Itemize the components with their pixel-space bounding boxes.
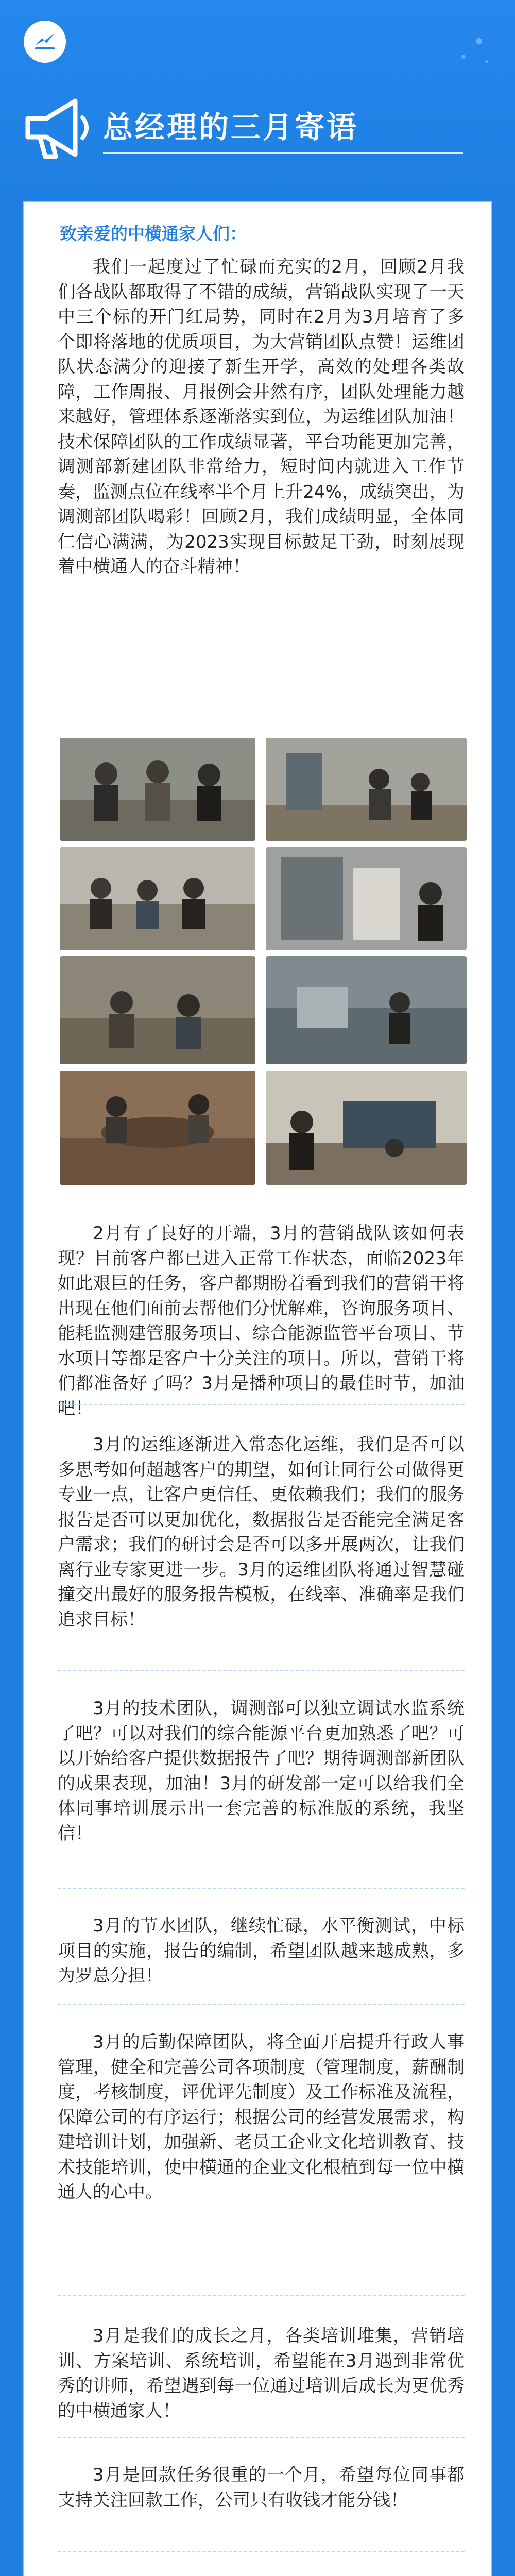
photo-team-meeting (60, 847, 255, 950)
photo-water-facility (266, 956, 467, 1064)
megaphone-icon (18, 92, 95, 164)
title-underline (103, 152, 464, 154)
section-divider (58, 2437, 465, 2438)
photo-onsite-testing (60, 956, 255, 1064)
photo-equipment-room (266, 847, 467, 950)
section-divider (58, 2295, 465, 2296)
photo-field-work (266, 738, 467, 841)
paragraph-collection: 3月是回款任务很重的一个月，希望每位同事都支持关注回款工作，公司只有收钱才能分钱！ (58, 2465, 465, 2511)
section-divider (58, 1404, 465, 1406)
page-title: 总经理的三月寄语 (103, 110, 359, 145)
paragraph-technology: 3月的技术团队，调测部可以独立调试水监系统了吧？可以对我们的综合能源平台更加熟悉了吧？可以开始给客户提供数据报告了吧？期待调测部新团队的成果表现，加油！3月的研发部一定可以给我们全体同事培训展示出一套完善的标准版的系统，我坚信！ (58, 1698, 465, 1844)
section-divider (58, 2004, 465, 2006)
photo-office-session (266, 1071, 467, 1185)
section-divider (58, 1670, 465, 1672)
section-divider (58, 2551, 465, 2553)
section-divider (58, 1888, 465, 1889)
company-logo (24, 21, 66, 63)
paragraph-february-review: 我们一起度过了忙碌而充实的2月，回顾2月我们各战队都取得了不错的成绩，营销战队实现了一天中三个标的开门红局势，同时在2月为3月培育了多个即将落地的优质项目，为大营销团队点赞！运维团队状态满分的迎接了新生开学，高效的处理各类故障，工作周报、月报例会井然有序，团队处理能力越来越好，管理体系逐渐落实到位，为运维团队加油！技术保障团队的工作成绩显著，平台功能更加完善，调测部新建团队非常给力，短时间内就进入工作节奏，监测点位在线率半个月上升24%，成绩突出，为调测部团队喝彩！回顾2月，我们成绩明显，全体同仁信心满满，为2023实现目标鼓足干劲，时刻展现着中横通人的奋斗精神！ (58, 257, 465, 577)
paragraph-logistics: 3月的后勤保障团队，将全面开启提升行政人事管理，健全和完善公司各项制度（管理制度，薪酬制度，考核制度，评优评先制度）及工作标准及流程，保障公司的有序运行；根据公司的经营发展需求，构建培训计划，加强新、老员工企业文化培训教育、技术技能培训，使中横通的企业文化根植到每一位中横通人的心中。 (58, 2032, 465, 2202)
paragraph-water-saving: 3月的节水团队，继续忙碌，水平衡测试，中标项目的实施，报告的编制，希望团队越来越成熟，多为罗总分担！ (58, 1916, 465, 1986)
photo-pipe-excavation (60, 1071, 255, 1185)
header-banner (0, 0, 515, 196)
photo-collage (60, 738, 467, 1186)
paragraph-marketing: 2月有了良好的开端，3月的营销战队该如何表现？目前客户都已进入正常工作状态，面临2023年如此艰巨的任务，客户都期盼着看到我们的营销干将出现在他们面前去帮他们分忧解难，咨询服务项目、能耗监测建管服务项目、综合能源监管平台项目、节水项目等都是客户十分关注的项目。所以，营销干将们都准备好了吗？3月是播种项目的最佳时节，加油吧！ (58, 1223, 465, 1419)
logo-mark-icon (31, 28, 59, 56)
paragraph-operations: 3月的运维逐渐进入常态化运维，我们是否可以多思考如何超越客户的期望，如何让同行公司做得更专业一点，让客户更信任、更依赖我们；我们的服务报告是否可以更加优化，数据报告是否能完全满足客户需求；我们的研讨会是否可以多开展两次，让我们离行业专家更进一步。3月的运维团队将通过智慧碰撞交出最好的服务报告模板，在线率、准确率是我们追求目标！ (58, 1434, 465, 1630)
paragraph-training: 3月是我们的成长之月，各类培训堆集，营销培训、方案培训、系统培训，希望能在3月遇到非常优秀的讲师，希望遇到每一位通过培训后成长为更优秀的中横通家人！ (58, 2326, 465, 2421)
letter-card (23, 201, 492, 2576)
photo-team-inspection (60, 738, 255, 841)
letter-greeting: 致亲爱的中横通家人们： (60, 224, 247, 244)
decoration-dots-icon (422, 31, 494, 72)
